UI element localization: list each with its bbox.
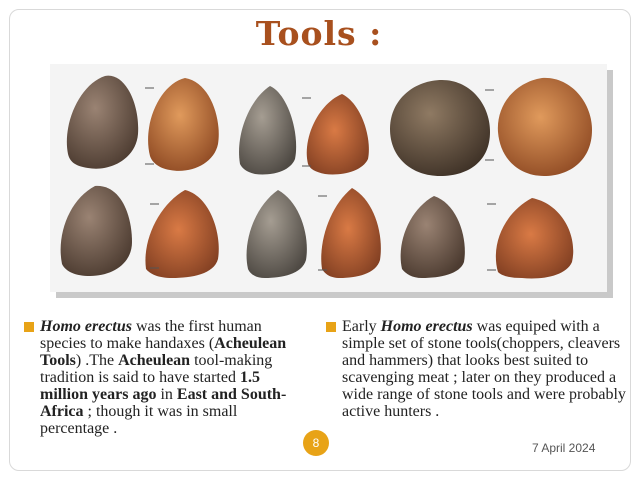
disc-tool-2 — [498, 78, 592, 176]
handaxe-4 — [307, 94, 369, 174]
handaxe-9 — [401, 196, 465, 278]
handaxe-10 — [496, 198, 573, 278]
handaxe-6 — [145, 190, 218, 278]
handaxe-1 — [67, 76, 138, 169]
bullet-early-homo-erectus — [326, 318, 636, 420]
stone-tools-illustration — [50, 64, 607, 292]
bullet-icon — [24, 322, 34, 332]
emph-acheulean-tools: Acheulean Tools — [40, 335, 287, 369]
handaxe-7 — [247, 190, 307, 278]
handaxe-8 — [321, 188, 381, 278]
bullet-text-right: Early Homo erectus was equiped with a simple set of stone tools(choppers, cleavers and hammers) that looks best suited to scavenging meat ; later on they produced a wide range of stone tools and were probably active hunters . — [342, 318, 626, 420]
bullet-homo-erectus-handaxes — [24, 318, 309, 437]
handaxe-5 — [61, 186, 132, 276]
slide-title: Tools : — [255, 14, 383, 53]
emph-homo-erectus: Homo erectus — [40, 318, 132, 335]
emph-homo-erectus-right: Homo erectus — [380, 318, 473, 335]
emph-date: 1.5 million years ago — [40, 369, 260, 403]
handaxe-2 — [148, 78, 219, 171]
bullet-icon — [326, 322, 336, 332]
page-number-badge: 8 — [303, 430, 329, 456]
stone-tools-photo — [50, 64, 607, 292]
bullet-text-left: Homo erectus was the first human species to make handaxes (Acheulean Tools) .The Acheulean tool-making tradition is said to have started 1.5 million years ago in East and South-Africa ; though it was in small percentage . — [40, 318, 287, 437]
emph-acheulean: Acheulean — [118, 352, 191, 369]
slide-date: 7 April 2024 — [532, 441, 596, 455]
handaxe-3 — [239, 86, 296, 174]
emph-region: East and South-Africa — [40, 386, 287, 420]
disc-tool-1 — [390, 80, 490, 176]
